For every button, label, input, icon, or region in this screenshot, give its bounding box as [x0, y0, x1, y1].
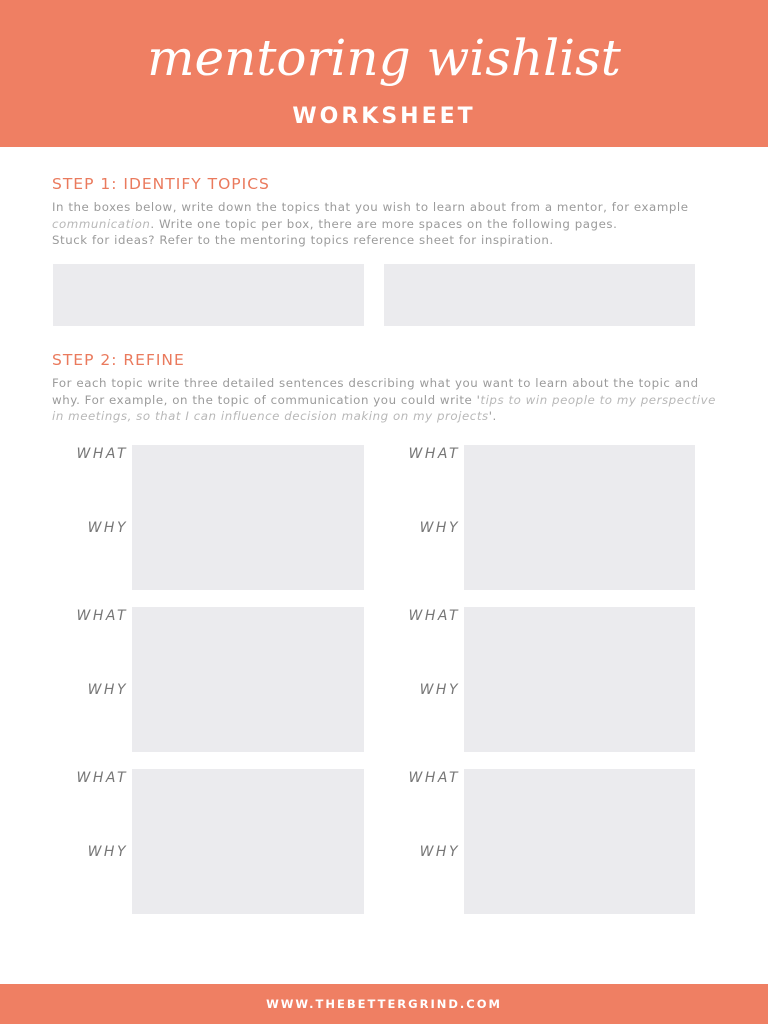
- step1-text-a: In the boxes below, write down the topics that you wish to learn about from a mentor, for example: [52, 200, 689, 214]
- what-label: WHAT: [76, 608, 128, 624]
- refine-box-5[interactable]: [132, 769, 364, 914]
- why-label: WHY: [87, 844, 128, 860]
- step1-text-b: . Write one topic per box, there are more spaces on the following pages.: [150, 216, 618, 231]
- step2-text-a: For each topic write three detailed sentences describing what you want to learn about the topic and why. For example, on the topic of communication you could write ': [52, 376, 699, 407]
- what-label: WHAT: [76, 770, 128, 786]
- why-label: WHY: [87, 682, 128, 698]
- why-label: WHY: [419, 682, 460, 698]
- worksheet-subtitle: WORKSHEET: [292, 104, 476, 129]
- refine-box-6[interactable]: [464, 769, 695, 914]
- script-title: mentoring wishlist: [147, 29, 621, 87]
- what-label: WHAT: [408, 608, 460, 624]
- refine-box-2[interactable]: [464, 445, 695, 590]
- what-label: WHAT: [76, 446, 128, 462]
- refine-box-4[interactable]: [464, 607, 695, 752]
- footer-banner: [0, 984, 768, 1024]
- step1-instructions: [52, 199, 722, 249]
- step2-instructions: [52, 375, 722, 425]
- topic-box-1[interactable]: [53, 264, 364, 326]
- why-label: WHY: [419, 844, 460, 860]
- step1-heading: STEP 1: IDENTIFY TOPICS: [52, 175, 270, 193]
- what-label: WHAT: [408, 770, 460, 786]
- step2-heading: STEP 2: REFINE: [52, 351, 185, 369]
- why-label: WHY: [87, 520, 128, 536]
- why-label: WHY: [419, 520, 460, 536]
- refine-box-3[interactable]: [132, 607, 364, 752]
- refine-box-1[interactable]: [132, 445, 364, 590]
- footer-url[interactable]: WWW.THEBETTERGRIND.COM: [266, 997, 502, 1011]
- topic-box-2[interactable]: [384, 264, 695, 326]
- step1-text-example: communication: [52, 216, 151, 231]
- header-banner: [0, 0, 768, 147]
- step1-text-c: Stuck for ideas? Refer to the mentoring topics reference sheet for inspiration.: [52, 233, 554, 247]
- step2-text-example: tips to win people to my perspective in meetings, so that I can influence decision making on my projects: [52, 392, 716, 423]
- what-label: WHAT: [408, 446, 460, 462]
- step2-text-b: '.: [488, 409, 497, 423]
